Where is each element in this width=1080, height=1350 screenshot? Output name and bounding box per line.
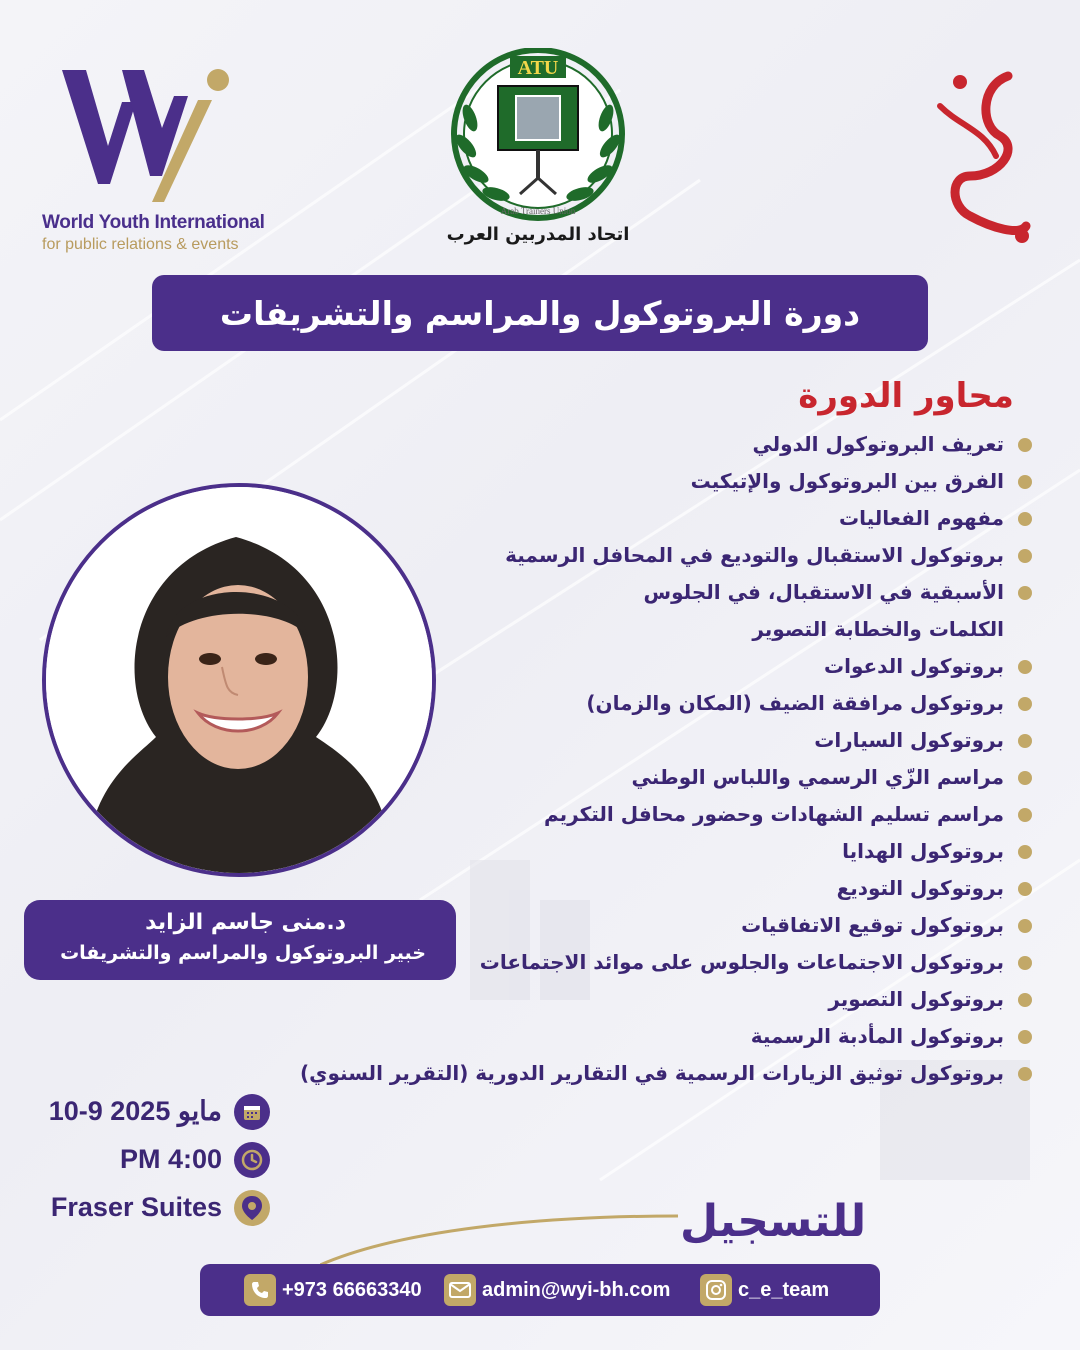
bullet-icon	[1018, 1030, 1032, 1044]
course-axes-heading: محاور الدورة	[798, 376, 1014, 416]
topic-item: بروتوكول التصوير	[232, 981, 1032, 1018]
email-address[interactable]: admin@wyi-bh.com	[482, 1278, 671, 1301]
instagram-icon	[700, 1274, 732, 1306]
atu-logo	[438, 48, 638, 258]
bullet-icon	[1018, 808, 1032, 822]
bullet-icon	[1018, 919, 1032, 933]
course-title: دورة البروتوكول والمراسم والتشريفات	[152, 275, 928, 351]
bullet-icon	[1018, 438, 1032, 452]
event-time-row	[30, 1138, 280, 1186]
topic-item: بروتوكول توقيع الاتفاقيات	[232, 907, 1032, 944]
event-time: PM 4:00	[119, 1144, 222, 1174]
event-venue-row	[30, 1186, 280, 1234]
topic-item: مراسم تسليم الشهادات وحضور محافل التكريم	[232, 796, 1032, 833]
bullet-icon	[1018, 475, 1032, 489]
topic-item: بروتوكول الاجتماعات والجلوس على موائد الاجتماعات	[232, 944, 1032, 981]
calligraphy-logo-icon	[930, 66, 1040, 256]
bullet-icon	[1018, 1067, 1032, 1081]
trainer-name: د.منى جاسم الزايد	[145, 910, 346, 935]
bullet-icon	[1018, 845, 1032, 859]
bullet-icon	[1018, 956, 1032, 970]
topic-item: الأسبقية في الاستقبال، في الجلوس	[232, 574, 1032, 611]
clock-icon	[234, 1142, 270, 1178]
email-contact[interactable]	[444, 1274, 670, 1306]
decorative-swoosh	[320, 1210, 680, 1270]
trainer-photo	[42, 483, 436, 877]
topic-item: تعريف البروتوكول الدولي	[232, 426, 1032, 463]
trainer-role: خبير البروتوكول والمراسم والتشريفات	[60, 942, 426, 964]
location-pin-icon	[234, 1190, 270, 1226]
event-date-row	[30, 1090, 280, 1138]
topic-item: مفهوم الفعاليات	[232, 500, 1032, 537]
bullet-icon	[1018, 734, 1032, 748]
topic-item: بروتوكول الدعوات	[232, 648, 1032, 685]
topic-item-continuation: الكلمات والخطابة التصوير	[752, 617, 1004, 641]
bullet-icon	[1018, 586, 1032, 600]
phone-number[interactable]: +973 66663340	[282, 1278, 422, 1301]
wyi-logo-icon	[62, 66, 232, 202]
topic-item: بروتوكول توثيق الزيارات الرسمية في التقارير الدورية (التقرير السنوي)	[232, 1055, 1032, 1092]
laurel-emblem-icon	[438, 48, 638, 258]
calligraphy-logo	[930, 66, 1040, 256]
bullet-icon	[1018, 660, 1032, 674]
mail-icon	[444, 1274, 476, 1306]
topic-item: بروتوكول السيارات	[232, 722, 1032, 759]
bullet-icon	[1018, 882, 1032, 896]
wyi-brand-name: World Youth International	[42, 212, 265, 233]
bullet-icon	[1018, 512, 1032, 526]
bullet-icon	[1018, 993, 1032, 1007]
topic-item: مراسم الزّي الرسمي واللباس الوطني	[232, 759, 1032, 796]
bullet-icon	[1018, 549, 1032, 563]
bullet-icon	[1018, 771, 1032, 785]
wyi-logo	[40, 66, 265, 266]
instagram-contact[interactable]	[700, 1274, 829, 1306]
register-heading: للتسجيل	[680, 1196, 867, 1247]
topic-item: بروتوكول التوديع	[232, 870, 1032, 907]
phone-icon	[244, 1274, 276, 1306]
trainer-portrait-icon	[46, 487, 432, 873]
atu-english-name: Arab Trainers Union	[500, 206, 576, 216]
topic-item: بروتوكول الاستقبال والتوديع في المحافل الرسمية	[232, 537, 1032, 574]
wyi-brand-tagline: for public relations & events	[42, 236, 239, 253]
topic-item: الفرق بين البروتوكول والإتيكيت	[232, 463, 1032, 500]
phone-contact[interactable]	[244, 1274, 422, 1306]
event-info	[30, 1090, 280, 1234]
atu-abbr: ATU	[517, 57, 559, 79]
event-date: 10-9 مايو 2025	[48, 1096, 222, 1126]
atu-arabic-name: اتحاد المدربين العرب	[446, 224, 630, 245]
topic-item: بروتوكول مرافقة الضيف (المكان والزمان)	[232, 685, 1032, 722]
event-venue: Fraser Suites	[50, 1192, 222, 1222]
trainer-card	[24, 900, 456, 980]
topic-item: بروتوكول الهدايا	[232, 833, 1032, 870]
instagram-handle[interactable]: c_e_team	[738, 1278, 830, 1301]
topic-item: بروتوكول المأدبة الرسمية	[232, 1018, 1032, 1055]
contact-bar	[200, 1264, 880, 1316]
calendar-icon	[234, 1094, 270, 1130]
bullet-icon	[1018, 697, 1032, 711]
